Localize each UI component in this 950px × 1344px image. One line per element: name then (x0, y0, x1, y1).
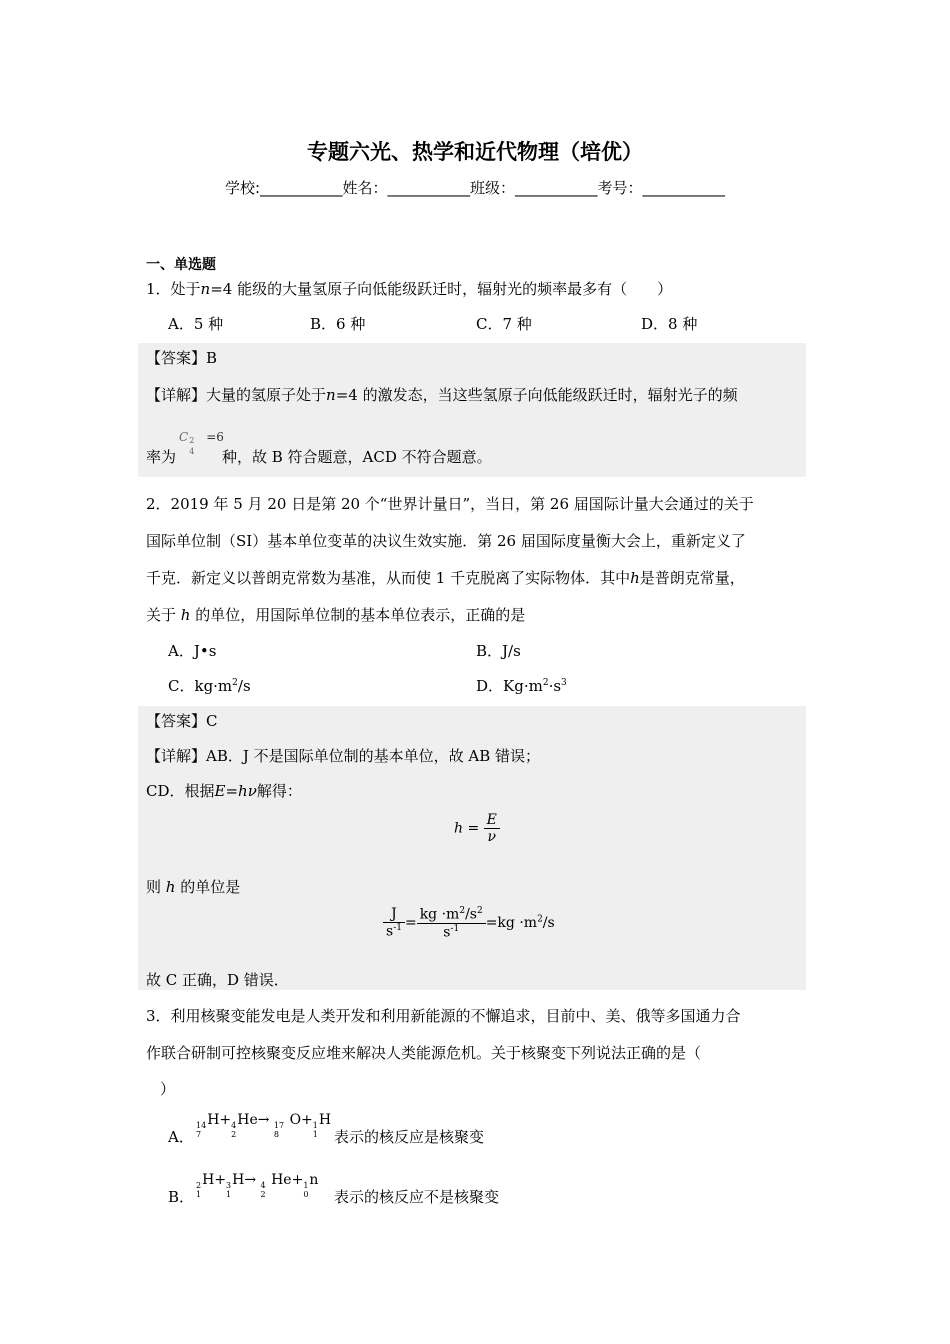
eqA-n3-mass: 17 (273, 1121, 285, 1130)
q2-detail-line1: 【详解】AB．J 不是国际单位制的基本单位，故 AB 错误； (146, 747, 541, 765)
eq1-fraction (484, 812, 500, 845)
q2-optc-sup: 2 (232, 678, 238, 688)
q1-detail2-pre: 率为 (146, 448, 177, 466)
q1-detail-line2-post: 种，故 B 符合题意，ACD 不符合题意。 (222, 448, 492, 466)
q2-optd-pre: D．Kg·m (476, 677, 543, 695)
q2-detail2-post: 解得： (256, 782, 302, 800)
q2-detail-line3 (146, 876, 240, 897)
eqB-n4-mass: 1 (303, 1181, 309, 1190)
q3-option-a-label: A． (168, 1128, 194, 1146)
q1-detail-post: =4 的激发态，当这些氢原子向低能级跃迁时，辐射光子的频 (335, 386, 738, 404)
page-title: 专题六光、热学和近代物理（培优） (307, 140, 643, 164)
eqB-n2-mass: 3 (226, 1181, 232, 1190)
eq2-eq: = (404, 915, 417, 932)
q2-line3-post: 是普朗克常量， (639, 569, 745, 587)
eqB-n3-mass: 4 (260, 1181, 266, 1190)
eqA-n2-mass: 4 (231, 1121, 237, 1130)
eqA-n3-sym: O (289, 1112, 302, 1128)
q1-option-d: D．8 种 (641, 315, 698, 333)
q1-text-post: =4 能级的大量氢原子向低能级跃迁时，辐射光的频率最多有（ ） (210, 280, 673, 298)
section-heading: 一、单选题 (146, 257, 216, 273)
q1-combination-formula (179, 430, 224, 456)
class-label: 班级： (470, 179, 516, 197)
school-blank: ___________ (260, 179, 343, 197)
q2-detail-line4: 故 C 正确，D 错误． (146, 971, 289, 989)
q2-var-h2: h (180, 606, 191, 624)
eqA-arrow: → (257, 1112, 270, 1128)
q2-optd-sup2: 3 (561, 678, 567, 688)
eqB-plus2: + (291, 1172, 304, 1188)
eqA-n2-z: 2 (231, 1130, 237, 1139)
eq2-n2: kg ·m (419, 906, 460, 923)
eqB-n1-mass: 2 (196, 1181, 202, 1190)
q1-option-a: A．5 种 (168, 315, 224, 333)
eqB-n2-sym: H (232, 1172, 245, 1188)
q2-detail3-pre: 则 (146, 878, 166, 896)
q2-var-h: h (630, 569, 640, 587)
eqB-n3-sym: He (271, 1172, 292, 1188)
eq2-d2-sup: -1 (450, 923, 460, 934)
q1-detail-n: n (326, 386, 336, 404)
q3-option-a-text: 表示的核反应是核聚变 (334, 1128, 485, 1146)
q2-optd-sup1: 2 (542, 678, 549, 688)
q2-optc-post: /s (237, 677, 251, 695)
q2-stem-line4 (146, 604, 525, 625)
eqB-n1-sym: H (202, 1172, 215, 1188)
q3-stem-line1: 3．利用核聚变能发电是人类开发和利用新能源的不懈追求，目前中、美、俄等多国通力合 (146, 1007, 741, 1025)
eq1-num: E (484, 812, 500, 829)
eq2-frac2 (417, 906, 486, 940)
q3-option-b-text: 表示的核反应不是核聚变 (334, 1188, 500, 1206)
q2-detail2-eq: E=hν (214, 782, 257, 800)
eqB-n2-z: 1 (226, 1190, 232, 1199)
q3-option-b-label: B． (168, 1188, 195, 1206)
q1-detail-line1 (146, 384, 738, 405)
eqB-n4-sym: n (309, 1172, 319, 1188)
comb-sub: 4 (189, 447, 195, 456)
number-blank: ___________ (642, 179, 726, 197)
q2-detail3-post: 的单位是 (180, 878, 241, 896)
q2-option-d (476, 675, 567, 696)
q2-option-b: B．J/s (476, 642, 521, 660)
comb-eq: =6 (206, 430, 224, 444)
q2-detail-line2 (146, 780, 302, 801)
q2-line3-pre: 千克．新定义以普朗克常数为基准，从而使 1 千克脱离了实际物体．其中 (146, 569, 631, 587)
eq2-n1: J (383, 906, 405, 923)
q1-var-n: n (200, 280, 211, 298)
q2-stem-line1: 2．2019 年 5 月 20 日是第 20 个“世界计量日”，当日，第 26 届国际计量大会通过的关于 (146, 495, 754, 513)
name-blank: ___________ (387, 179, 471, 197)
eqA-n4-sym: H (318, 1112, 332, 1128)
eq2-n2-mid: /s (465, 906, 477, 923)
eq2-frac1 (383, 906, 405, 940)
q1-option-c: C．7 种 (476, 315, 532, 333)
eqB-n1-z: 1 (196, 1190, 202, 1199)
eqB-arrow: → (244, 1172, 257, 1188)
eq1-lhs: h (454, 820, 464, 837)
q3-option-b-equation (196, 1172, 318, 1199)
eq2-n2-sup2: 2 (476, 906, 483, 916)
eq2-d1: s (386, 923, 394, 940)
eqA-n2-sym: He (237, 1112, 258, 1128)
eqA-n4-z: 1 (312, 1130, 318, 1139)
question-1-stem (146, 278, 672, 299)
q1-detail-line2 (146, 446, 176, 467)
comb-c: C (179, 430, 189, 444)
school-label: 学校: (224, 179, 260, 197)
eqB-n4-z: 0 (303, 1190, 309, 1199)
eqB-plus: + (214, 1172, 227, 1188)
q3-stem-line2: 作联合研制可控核聚变反应堆来解决人类能源危机。关于核聚变下列说法正确的是（ (146, 1044, 702, 1062)
q2-stem-line2: 国际单位制（SI）基本单位变革的决议生效实施．第 26 届国际度量衡大会上，重新定义了 (146, 532, 746, 550)
q2-detail2-pre: CD．根据 (146, 782, 215, 800)
q3-option-a-equation (196, 1112, 331, 1139)
q2-optc-pre: C．kg·m (168, 677, 233, 695)
q1-option-b: B．6 种 (310, 315, 366, 333)
q3-stem-line3: ） (160, 1080, 176, 1098)
comb-sup: 2 (189, 436, 195, 445)
eq2-d1-sup: -1 (393, 923, 402, 934)
eqA-n4-mass: 1 (312, 1121, 318, 1130)
eq2-rhs-post: /s (542, 915, 555, 932)
eqA-n1-z: 7 (196, 1130, 202, 1139)
eq2-rhs: =kg ·m (485, 915, 538, 932)
eqA-n3-z: 8 (273, 1130, 280, 1139)
q2-equation-h (454, 812, 500, 845)
q2-option-c (168, 675, 251, 696)
q1-detail-pre: 【详解】大量的氢原子处于 (146, 386, 327, 404)
eqA-n1-sym: H (207, 1112, 220, 1128)
q2-optd-mid: ·s (548, 677, 562, 695)
eq1-den: ν (487, 829, 497, 845)
eq2-n2-sup: 2 (459, 906, 466, 916)
student-info-line (0, 177, 950, 198)
eqA-plus2: + (301, 1112, 313, 1128)
name-label: 姓名： (342, 179, 388, 197)
q2-line4-pre: 关于 (146, 606, 177, 624)
q2-detail3-h: h (165, 878, 176, 896)
q1-answer: 【答案】B (146, 349, 218, 367)
class-blank: ___________ (515, 179, 598, 197)
q2-answer: 【答案】C (146, 712, 218, 730)
eq1-eq: = (467, 820, 480, 837)
eqA-plus: + (219, 1112, 232, 1128)
q1-text-pre: 1．处于 (146, 280, 201, 298)
eqB-n3-z: 2 (260, 1190, 266, 1199)
q2-line4-post: 的单位，用国际单位制的基本单位表示，正确的是 (195, 606, 526, 624)
q2-stem-line3 (146, 567, 745, 588)
eqA-n1-mass: 14 (196, 1121, 207, 1130)
q2-option-a: A．J•s (168, 642, 217, 660)
number-label: 考号： (597, 179, 643, 197)
eq2-rhs-sup: 2 (537, 914, 543, 925)
q2-equation-units (383, 906, 555, 940)
eq2-d2: s (443, 924, 451, 941)
